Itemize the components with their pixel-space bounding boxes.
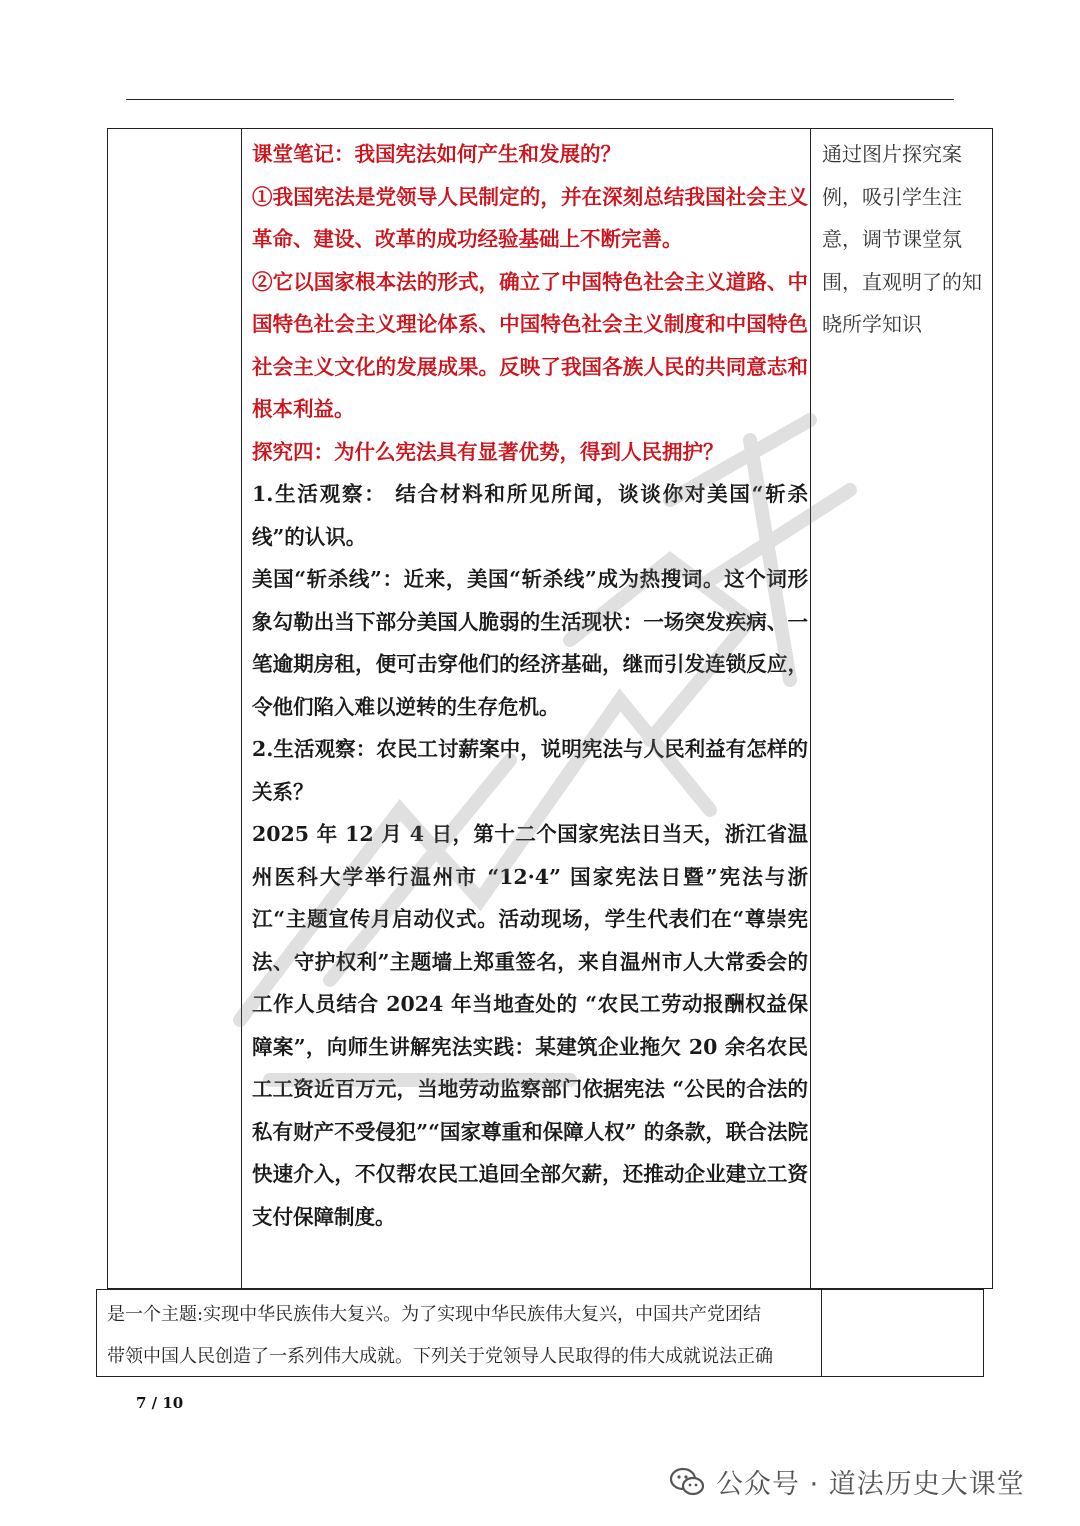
wechat-icon [670, 1467, 704, 1497]
question-line: 是一个主题:实现中华民族伟大复兴。为了实现中华民族伟大复兴，中国共产党团结 [107, 1304, 762, 1325]
notes-heading: 课堂笔记：我国宪法如何产生和发展的？ [252, 142, 621, 166]
page-number: 7 / 10 [136, 1394, 184, 1412]
material-paragraph-2: 2025 年 12 月 4 日，第十二个国家宪法日当天，浙江省温州医科大学举行温州市 “12·4” 国家宪法日暨”宪法与浙江“主题宣传月启动仪式。活动现场，学生代表们在“尊崇宪法、守护权利”主题墙上郑重签名，来自温州市人大常委会的工作人员结合 2024 年当地查处的 “农民工劳动报酬权益保障案”，向师生讲解宪法实践：某建筑企业拖欠 20 余名农民工工资近百万元，当地劳动监察部门依据宪法 “公民的合法的私有财产不受侵犯”“国家尊重和保障人权” 的条款，联合法院快速介入，不仅帮农民工追回全部欠薪，还推动企业建立工资支付保障制度。 [252, 822, 808, 1229]
notes-point-1: ①我国宪法是党领导人民制定的，并在深刻总结我国社会主义革命、建设、改革的成功经验基础上不断完善。 [252, 184, 808, 251]
notes-point-2: ②它以国家根本法的形式，确立了中国特色社会主义道路、中国特色社会主义理论体系、中国特色社会主义制度和中国特色社会主义文化的发展成果。反映了我国各族人民的共同意志和根本利益。 [252, 269, 808, 421]
column-divider [821, 1290, 822, 1376]
inquiry-four-heading: 探究四：为什么宪法具有显著优势，得到人民拥护？ [252, 439, 724, 464]
question-table [96, 1289, 984, 1377]
watermark-text: 公众号 · 道法历史大课堂 [716, 1469, 1025, 1500]
lesson-content [252, 133, 808, 1238]
material-paragraph-1: 美国“斩杀线”：近来，美国“斩杀线”成为热搜词。这个词形象勾勒出当下部分美国人脆弱的生活现状：一场突发疾病、一笔逾期房租，便可击穿他们的经济基础，继而引发连锁反应，令他们陷入难以逆转的生存危机。 [252, 567, 808, 719]
observation-1: 1.生活观察： 结合材料和所见所闻，谈谈你对美国“斩杀线”的认识。 [252, 482, 808, 549]
wechat-watermark [670, 1462, 1025, 1501]
observation-2: 2.生活观察：农民工讨薪案中，说明宪法与人民利益有怎样的关系？ [252, 737, 808, 804]
column-divider [241, 129, 242, 1288]
design-intent-note: 通过图片探究案例，吸引学生注意，调节课堂氛围，直观明了的知晓所学知识 [822, 142, 982, 336]
header-rule [126, 99, 954, 100]
column-divider [810, 129, 811, 1288]
question-text [107, 1294, 815, 1378]
question-line: 带领中国人民创造了一系列伟大成就。下列关于党领导人民取得的伟大成就说法正确 [107, 1346, 773, 1367]
lesson-table [107, 128, 993, 1289]
